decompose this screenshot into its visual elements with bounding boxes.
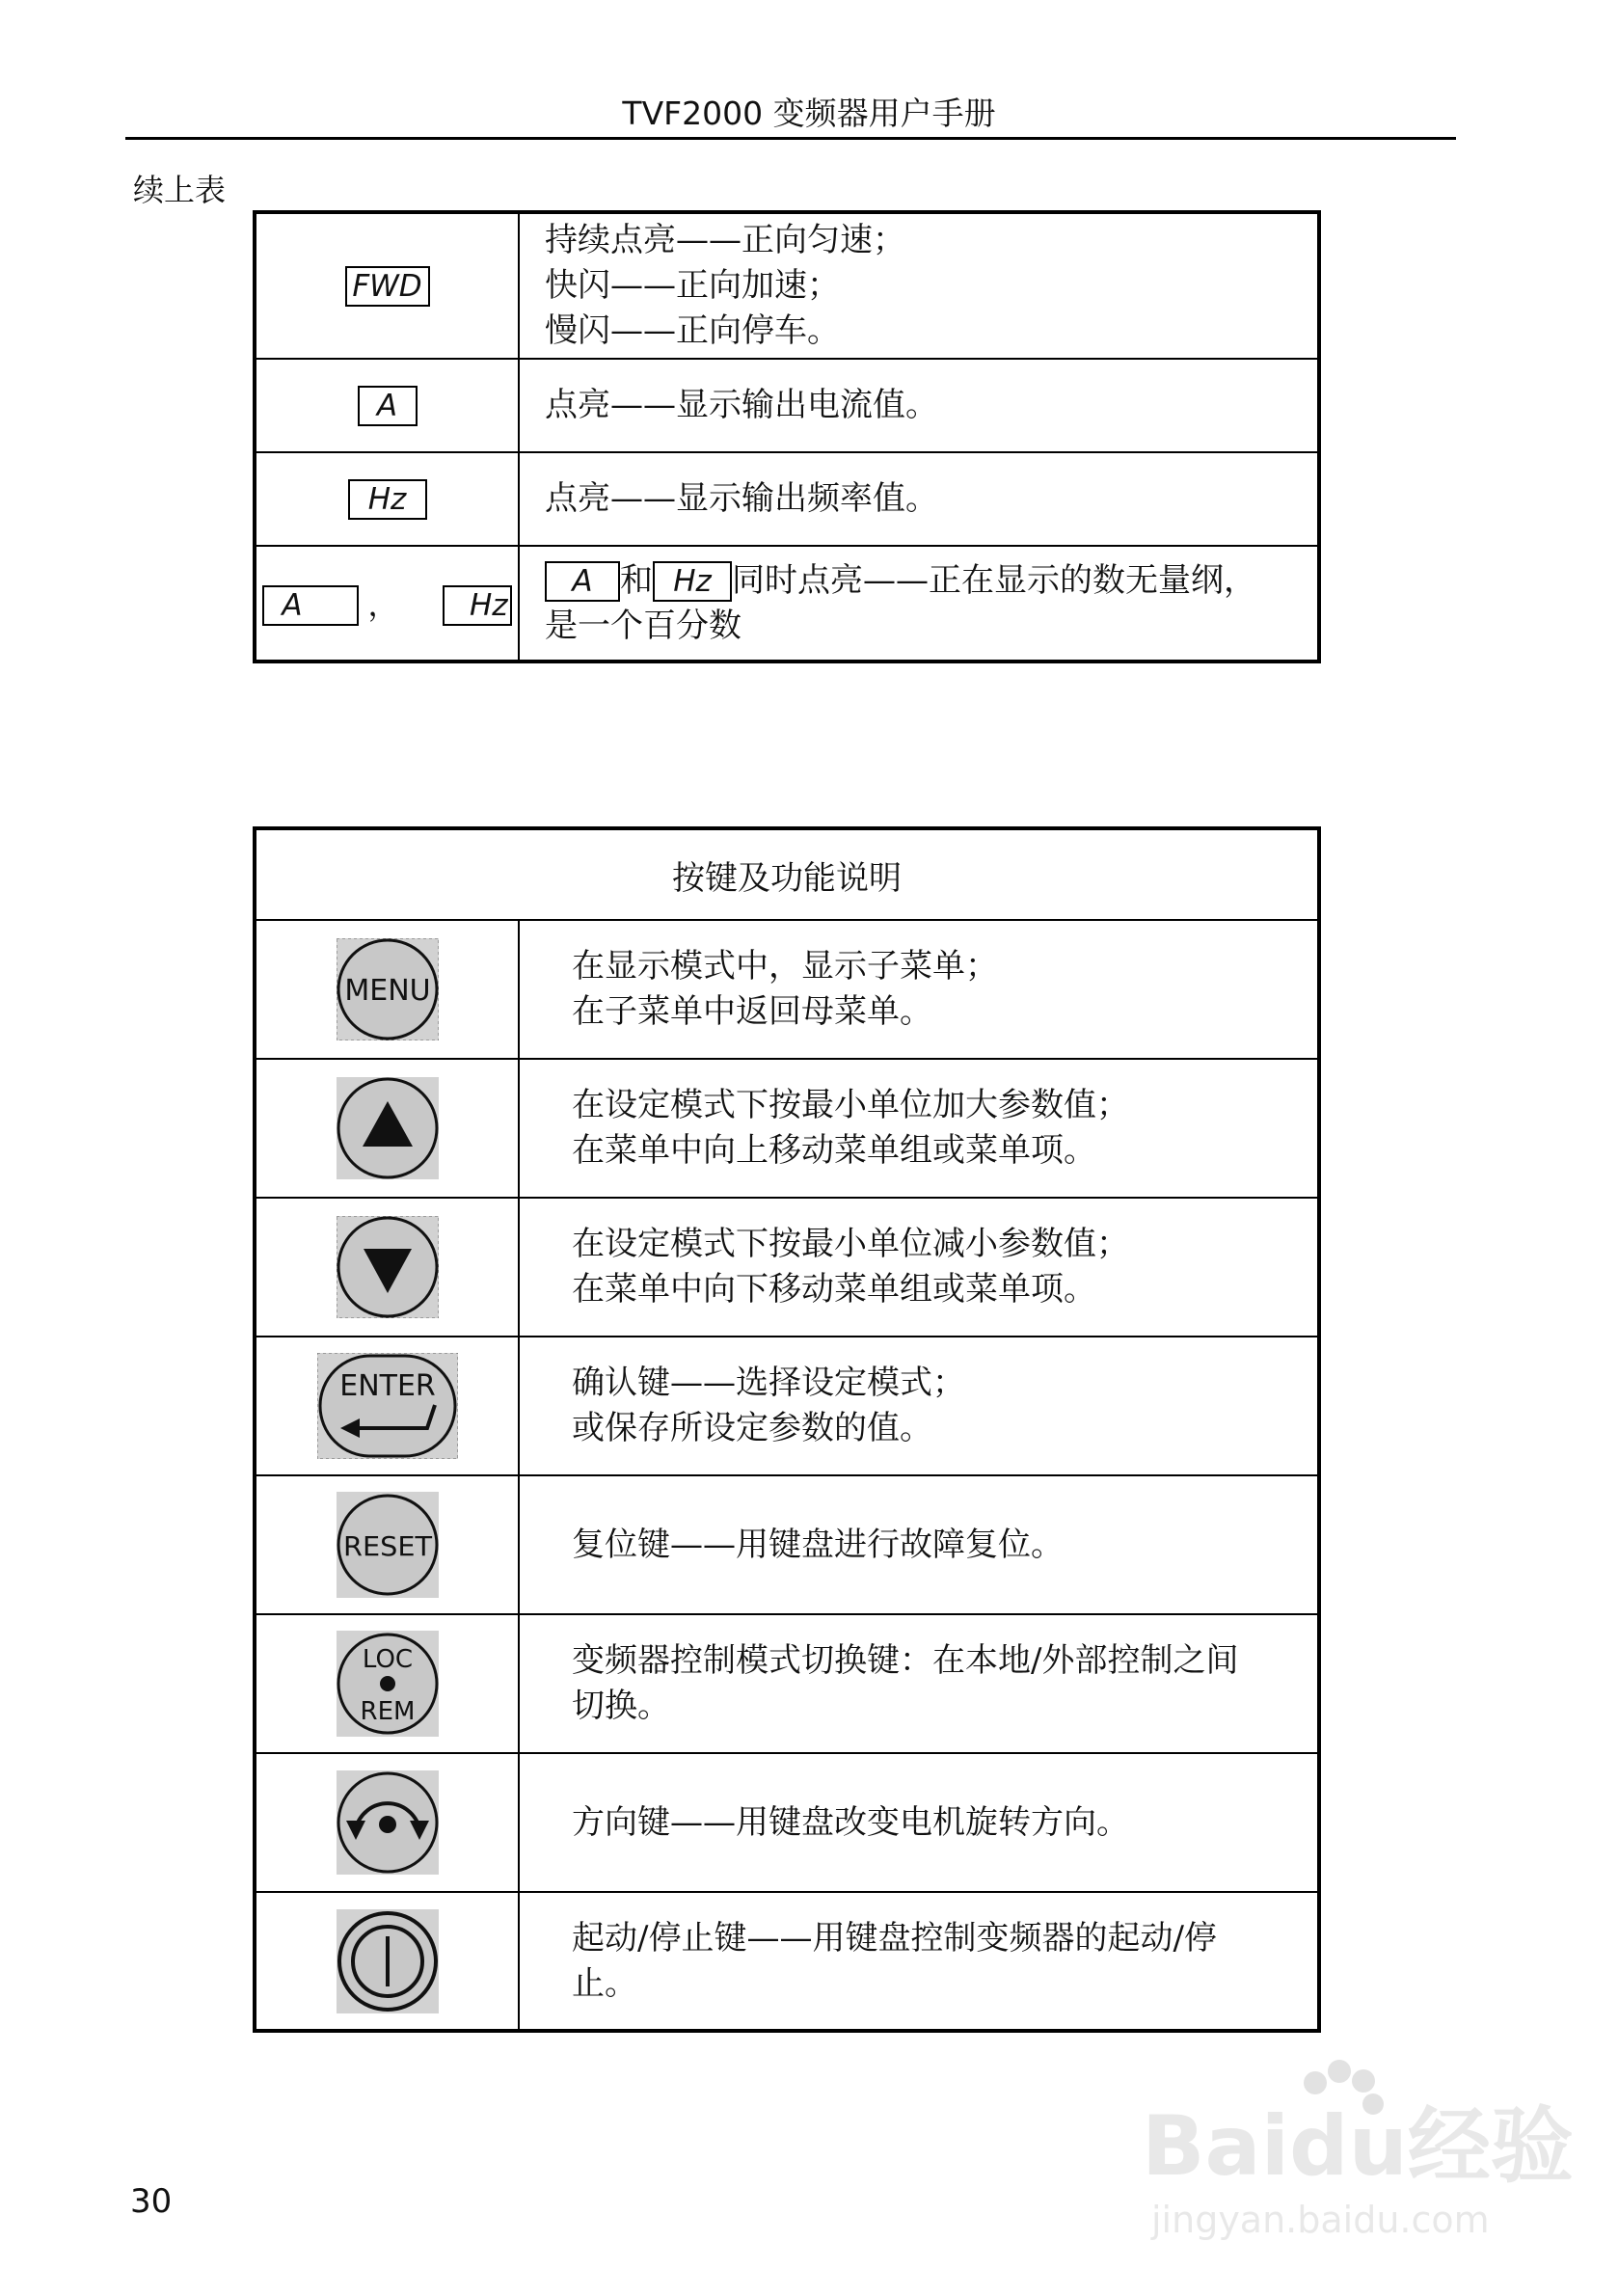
symbol-cell: [255, 546, 519, 662]
key-cell: [255, 1892, 519, 2031]
symbol-cell: [255, 359, 519, 452]
text-line: 点亮——显示输出电流值。: [545, 386, 938, 424]
hertz-indicator-symbol: Hz: [653, 561, 732, 602]
watermark-brand: Baidu经验: [1142, 2098, 1574, 2195]
text-line: 是一个百分数: [545, 606, 742, 645]
text-line: 持续点亮——正向匀速；: [545, 221, 905, 259]
table-row: [255, 1059, 1319, 1198]
description-cell: [519, 1475, 1319, 1614]
page-number: 30: [130, 2182, 173, 2221]
table-row: [255, 212, 1319, 359]
text-line: [545, 558, 1306, 604]
symbol-cell: [255, 212, 519, 359]
table-title: 按键及功能说明: [255, 828, 1319, 920]
description-cell: [519, 1198, 1319, 1337]
table-row: [255, 359, 1319, 452]
table-row: [255, 1337, 1319, 1475]
enter-key-icon: [317, 1353, 458, 1459]
table-row: [255, 1753, 1319, 1892]
symbol-cell: [255, 452, 519, 546]
loc-rem-key-icon: [337, 1631, 439, 1737]
watermark-logo: [1132, 2054, 1576, 2247]
text-line: 变频器控制模式切换键：在本地/外部控制之间: [572, 1641, 1239, 1680]
table-row: [255, 1475, 1319, 1614]
description-cell: [519, 1753, 1319, 1892]
key-function-table: [253, 826, 1321, 2033]
text-line: 在设定模式下按最小单位加大参数值；: [572, 1086, 1129, 1124]
page-header-title: TVF2000 变频器用户手册: [622, 95, 996, 132]
down-triangle-key-icon: [337, 1216, 439, 1318]
fwd-indicator-symbol: FWD: [345, 266, 430, 307]
key-label: RESET: [342, 1530, 433, 1562]
description-cell: [519, 546, 1319, 662]
watermark-url: jingyan.baidu.com: [1151, 2199, 1490, 2241]
description-cell: [519, 1337, 1319, 1475]
description-cell: [519, 1892, 1319, 2031]
text-line: 止。: [572, 1963, 637, 2003]
text-line: 确认键——选择设定模式；: [572, 1364, 965, 1402]
direction-key-icon: [337, 1770, 439, 1875]
key-cell: [255, 920, 519, 1059]
description-cell: [519, 212, 1319, 359]
indicator-table: [253, 210, 1321, 663]
key-label: ENTER: [338, 1369, 436, 1403]
key-label: REM: [360, 1697, 415, 1726]
table-row: [255, 452, 1319, 546]
description-cell: [519, 1614, 1319, 1753]
description-cell: [519, 1059, 1319, 1198]
text-line: 点亮——显示输出频率值。: [545, 479, 938, 518]
ampere-indicator-symbol: A: [545, 561, 620, 602]
table-row: [255, 1892, 1319, 2031]
table-row: [255, 920, 1319, 1059]
description-cell: [519, 920, 1319, 1059]
table-header-row: [255, 828, 1319, 920]
hertz-indicator-symbol: Hz: [348, 479, 427, 520]
text-line: 在显示模式中，显示子菜单；: [572, 947, 998, 986]
text-line: 在子菜单中返回母菜单。: [572, 992, 932, 1031]
text-line: 在菜单中向下移动菜单组或菜单项。: [572, 1270, 1096, 1309]
power-key-icon: [337, 1909, 439, 2013]
description-cell: [519, 452, 1319, 546]
text-fragment: 和: [620, 560, 653, 600]
reset-key-icon: [337, 1492, 439, 1598]
description-cell: [519, 359, 1319, 452]
table-row: [255, 1198, 1319, 1337]
menu-key-icon: [337, 938, 439, 1040]
text-line: 切换。: [572, 1687, 670, 1725]
ampere-indicator-symbol: A: [358, 386, 418, 426]
text-line: 复位键——用键盘进行故障复位。: [572, 1525, 1064, 1564]
key-cell: [255, 1753, 519, 1892]
up-triangle-key-icon: [337, 1077, 439, 1179]
symbol-separator: ，: [367, 586, 399, 623]
key-cell: [255, 1059, 519, 1198]
key-label: MENU: [343, 974, 431, 1008]
text-line: 快闪——正向加速；: [545, 266, 840, 305]
ampere-indicator-symbol: A: [262, 585, 359, 626]
text-line: 慢闪——正向停车。: [545, 311, 840, 350]
text-line: 在设定模式下按最小单位减小参数值；: [572, 1225, 1129, 1263]
key-label: LOC: [362, 1645, 413, 1674]
text-line: 在菜单中向上移动菜单组或菜单项。: [572, 1131, 1096, 1170]
key-cell: [255, 1337, 519, 1475]
hertz-indicator-symbol: Hz: [443, 585, 512, 626]
text-fragment: 同时点亮——正在显示的数无量纲，: [732, 560, 1256, 600]
text-line: 方向键——用键盘改变电机旋转方向。: [572, 1802, 1129, 1842]
key-cell: [255, 1475, 519, 1614]
continued-label: 续上表: [133, 172, 227, 208]
key-cell: [255, 1198, 519, 1337]
text-line: 起动/停止键——用键盘控制变频器的起动/停: [572, 1918, 1217, 1958]
table-row: [255, 546, 1319, 662]
header-rule: [125, 137, 1456, 140]
text-line: 或保存所设定参数的值。: [572, 1409, 932, 1447]
table-row: [255, 1614, 1319, 1753]
key-cell: [255, 1614, 519, 1753]
